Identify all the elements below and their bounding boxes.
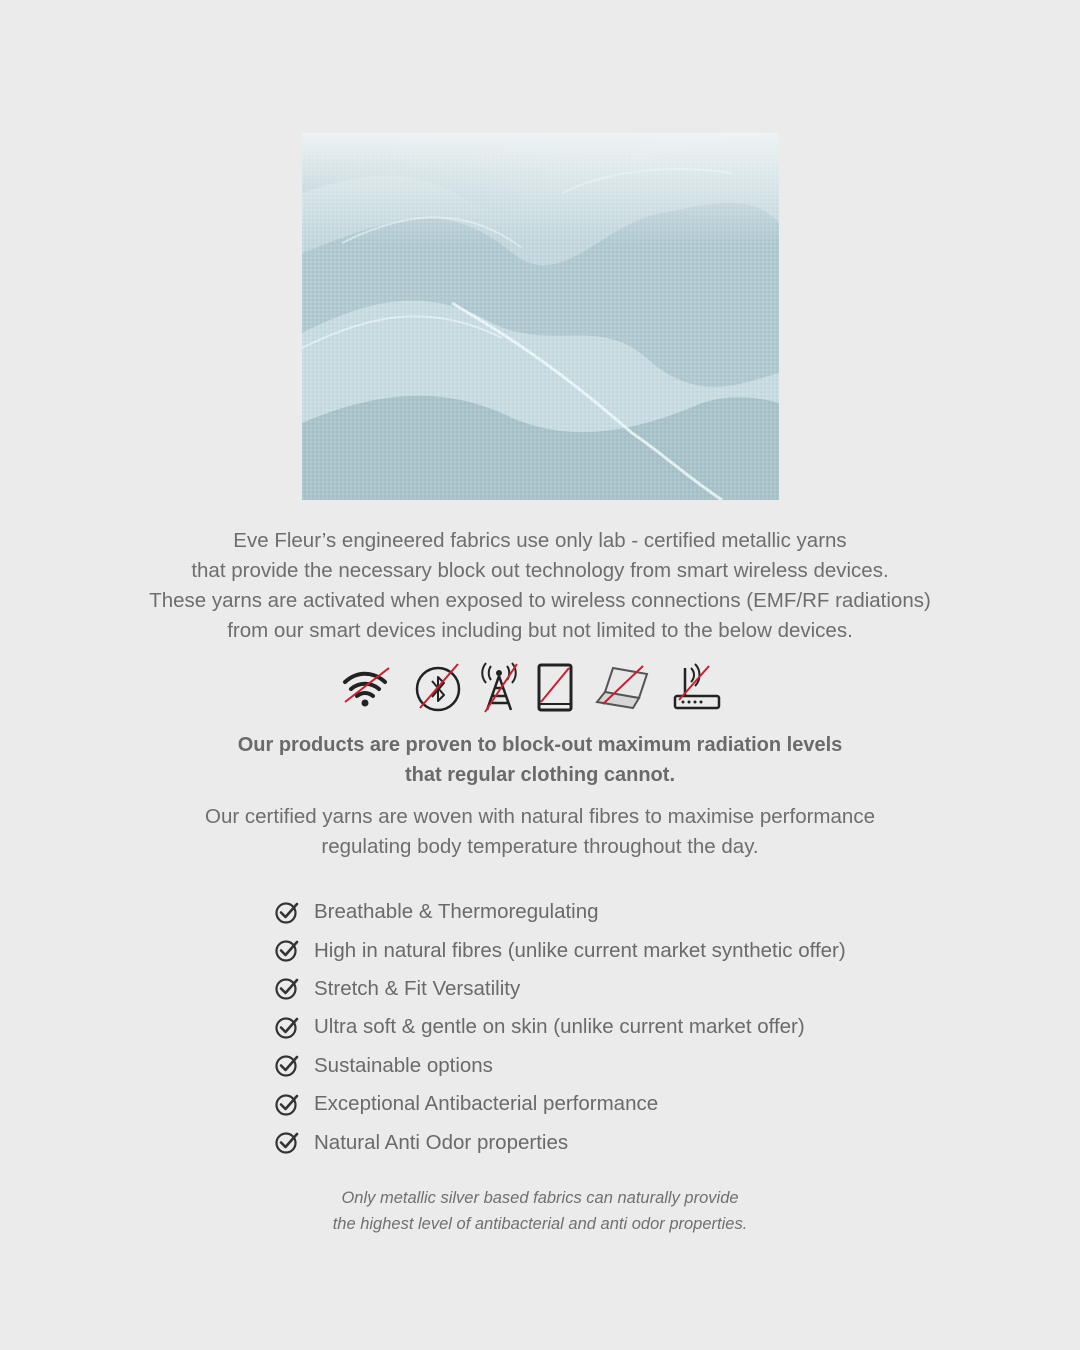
feature-label: Ultra soft & gentle on skin (unlike current market offer) — [314, 1015, 805, 1039]
feature-item — [274, 1047, 974, 1085]
footnote-line: the highest level of antibacterial and anti odor properties. — [332, 1215, 748, 1233]
feature-item — [274, 970, 974, 1008]
feature-label: Breathable & Thermoregulating — [314, 900, 599, 924]
check-circle-icon — [274, 1130, 299, 1155]
feature-list — [274, 893, 974, 1162]
protection-claim — [0, 731, 1080, 790]
yarns-paragraph — [0, 802, 1080, 862]
intro-line: from our smart devices including but not limited to the below devices. — [227, 619, 853, 642]
check-circle-icon — [274, 900, 299, 925]
intro-line: that provide the necessary block out technology from smart wireless devices. — [191, 559, 889, 582]
claim-line: that regular clothing cannot. — [404, 763, 675, 786]
fabric-mesh-image — [302, 133, 779, 500]
bluetooth-blocked-icon — [410, 660, 466, 716]
intro-paragraph — [0, 526, 1080, 646]
wifi-blocked-icon — [337, 660, 393, 716]
check-circle-icon — [274, 1092, 299, 1117]
feature-item — [274, 931, 974, 969]
footnote — [0, 1185, 1080, 1237]
yarns-line: Our certified yarns are woven with natural fibres to maximise performance — [205, 805, 875, 828]
feature-item — [274, 1085, 974, 1123]
check-circle-icon — [274, 976, 299, 1001]
intro-line: Eve Fleur’s engineered fabrics use only lab - certified metallic yarns — [233, 529, 847, 552]
claim-line: Our products are proven to block-out maximum radiation levels — [237, 734, 843, 756]
laptop-blocked-icon — [595, 660, 651, 716]
tablet-blocked-icon — [527, 660, 583, 716]
footnote-line: Only metallic silver based fabrics can naturally provide — [341, 1189, 739, 1207]
feature-item — [274, 1123, 974, 1161]
blocked-devices-row — [335, 660, 735, 716]
feature-item — [274, 893, 974, 931]
yarns-line: regulating body temperature throughout the day. — [321, 835, 759, 858]
intro-line: These yarns are activated when exposed to wireless connections (EMF/RF radiations) — [149, 589, 931, 612]
check-circle-icon — [274, 1053, 299, 1078]
feature-item — [274, 1008, 974, 1046]
check-circle-icon — [274, 938, 299, 963]
router-blocked-icon — [669, 660, 725, 716]
feature-label: High in natural fibres (unlike current market synthetic offer) — [314, 938, 846, 962]
feature-label: Stretch & Fit Versatility — [314, 976, 521, 1000]
check-circle-icon — [274, 1015, 299, 1040]
feature-label: Natural Anti Odor properties — [314, 1130, 569, 1154]
feature-label: Exceptional Antibacterial performance — [314, 1092, 659, 1116]
feature-label: Sustainable options — [314, 1053, 493, 1077]
cell-tower-blocked-icon — [471, 660, 527, 716]
